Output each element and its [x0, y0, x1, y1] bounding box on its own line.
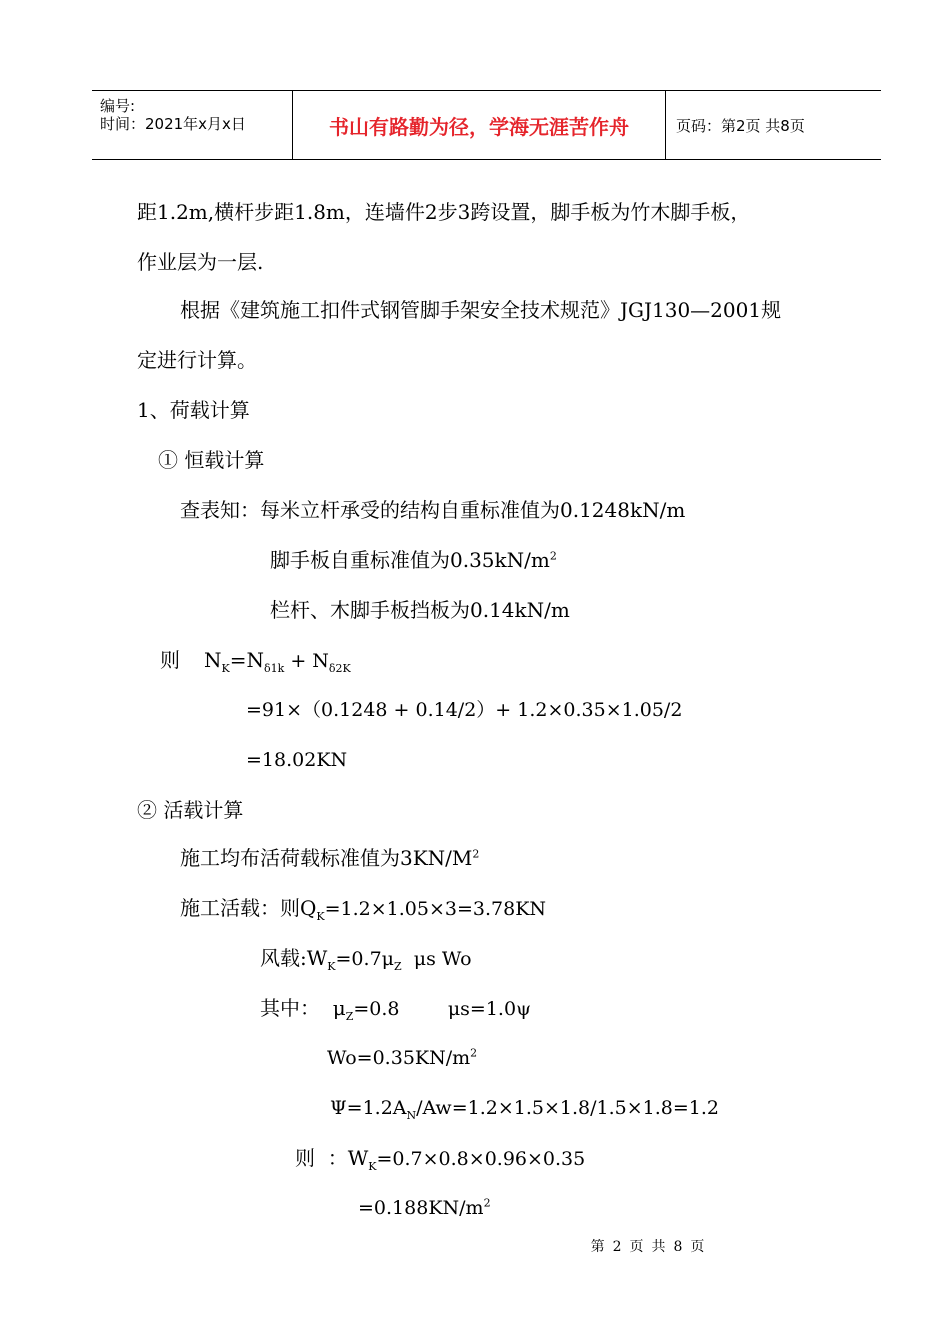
footer-page-current: 2 — [612, 1239, 622, 1255]
wind-load-line-3 — [327, 1046, 477, 1070]
wind-text: Ψ=1.2A — [330, 1097, 407, 1119]
subscript: N — [406, 1108, 417, 1122]
body-line-1: 距1.2m,横杆步距1.8m，连墙件2步3跨设置，脚手板为竹木脚手板， — [137, 200, 751, 224]
formula-symbol: N — [204, 648, 222, 672]
document-time-label: 时间：2021年x月x日 — [100, 115, 246, 133]
superscript: 2 — [483, 1196, 491, 1210]
formula-symbol: =N — [229, 648, 264, 672]
live-load-line-1-text: 施工均布活荷载标准值为3KN/M — [180, 846, 473, 870]
wind-load-line-2 — [260, 996, 531, 1021]
subsection-dead-load: ① 恒载计算 — [158, 448, 265, 472]
superscript: 2 — [472, 847, 480, 861]
subscript: K — [221, 662, 230, 675]
subsection-live-load: ② 活载计算 — [137, 798, 244, 822]
body-line-3: 根据《建筑施工扣件式钢管脚手架安全技术规范》JGJ130—2001规 — [180, 298, 782, 322]
footer-page-total: 8 — [673, 1239, 683, 1255]
subscript: K — [327, 960, 336, 973]
subscript: Z — [345, 1010, 354, 1023]
wind-text: =0.188KN/m — [358, 1197, 484, 1219]
footer-text: 页 — [629, 1239, 644, 1255]
formula-prefix: 则 — [160, 648, 180, 672]
body-line-2: 作业层为一层. — [137, 250, 264, 274]
wind-load-line-4 — [330, 1096, 719, 1120]
footer-text: 第 — [590, 1239, 605, 1255]
live-load-line-1 — [180, 846, 479, 870]
wind-text: μs Wo — [401, 948, 472, 970]
wind-text: =0.8 μs=1.0ψ — [353, 998, 531, 1020]
dead-load-line-2-text: 脚手板自重标准值为0.35kN/m — [270, 548, 550, 572]
formula-nk — [160, 648, 351, 673]
wind-load-line-5 — [295, 1146, 585, 1171]
wind-text: =0.7×0.8×0.96×0.35 — [376, 1148, 586, 1170]
formula-symbol: + N — [284, 650, 329, 672]
superscript: 2 — [470, 1046, 478, 1060]
formula-line-2: =91×（0.1248 + 0.14/2）+ 1.2×0.35×1.05/2 — [246, 699, 683, 721]
wind-text: /Aw=1.2×1.5×1.8/1.5×1.8=1.2 — [416, 1097, 719, 1119]
wind-load-line-6 — [358, 1196, 491, 1220]
subscript: Z — [394, 960, 402, 973]
footer-text: 页 — [690, 1239, 705, 1255]
footer-text: 共 — [651, 1239, 666, 1255]
subscript: δ1k — [263, 662, 285, 675]
wind-text: 风载:W — [260, 946, 328, 970]
live-load-text: =1.2×1.05×3=3.78KN — [324, 898, 547, 920]
superscript: 2 — [549, 549, 557, 563]
document-number-label: 编号: — [100, 97, 136, 115]
subscript: δ2K — [328, 662, 351, 675]
live-load-text: 施工活载：则Q — [180, 896, 317, 920]
subscript: K — [368, 1160, 377, 1173]
body-line-4: 定进行计算。 — [137, 348, 257, 372]
wind-text: 则 ：W — [295, 1146, 369, 1170]
wind-text: Wo=0.35KN/m — [327, 1047, 471, 1069]
dead-load-line-3: 栏杆、木脚手板挡板为0.14kN/m — [270, 598, 570, 622]
header-page-label: 页码：第2页 共8页 — [676, 116, 805, 135]
wind-text: =0.7μ — [335, 948, 394, 970]
page-footer — [0, 1236, 950, 1256]
subscript: K — [316, 910, 325, 923]
live-load-line-2 — [180, 896, 546, 921]
header-info-cell — [92, 91, 293, 159]
section-heading-load: 1、荷载计算 — [137, 398, 250, 422]
formula-line-3: =18.02KN — [246, 749, 348, 771]
page-header-table — [92, 90, 881, 160]
header-motto: 书山有路勤为径，学海无涯苦作舟 — [293, 91, 666, 159]
wind-load-line-1 — [260, 946, 472, 971]
wind-text: 其中： μ — [260, 996, 346, 1020]
dead-load-line-2 — [270, 548, 557, 572]
dead-load-line-1: 查表知：每米立杆承受的结构自重标准值为0.1248kN/m — [180, 498, 686, 522]
